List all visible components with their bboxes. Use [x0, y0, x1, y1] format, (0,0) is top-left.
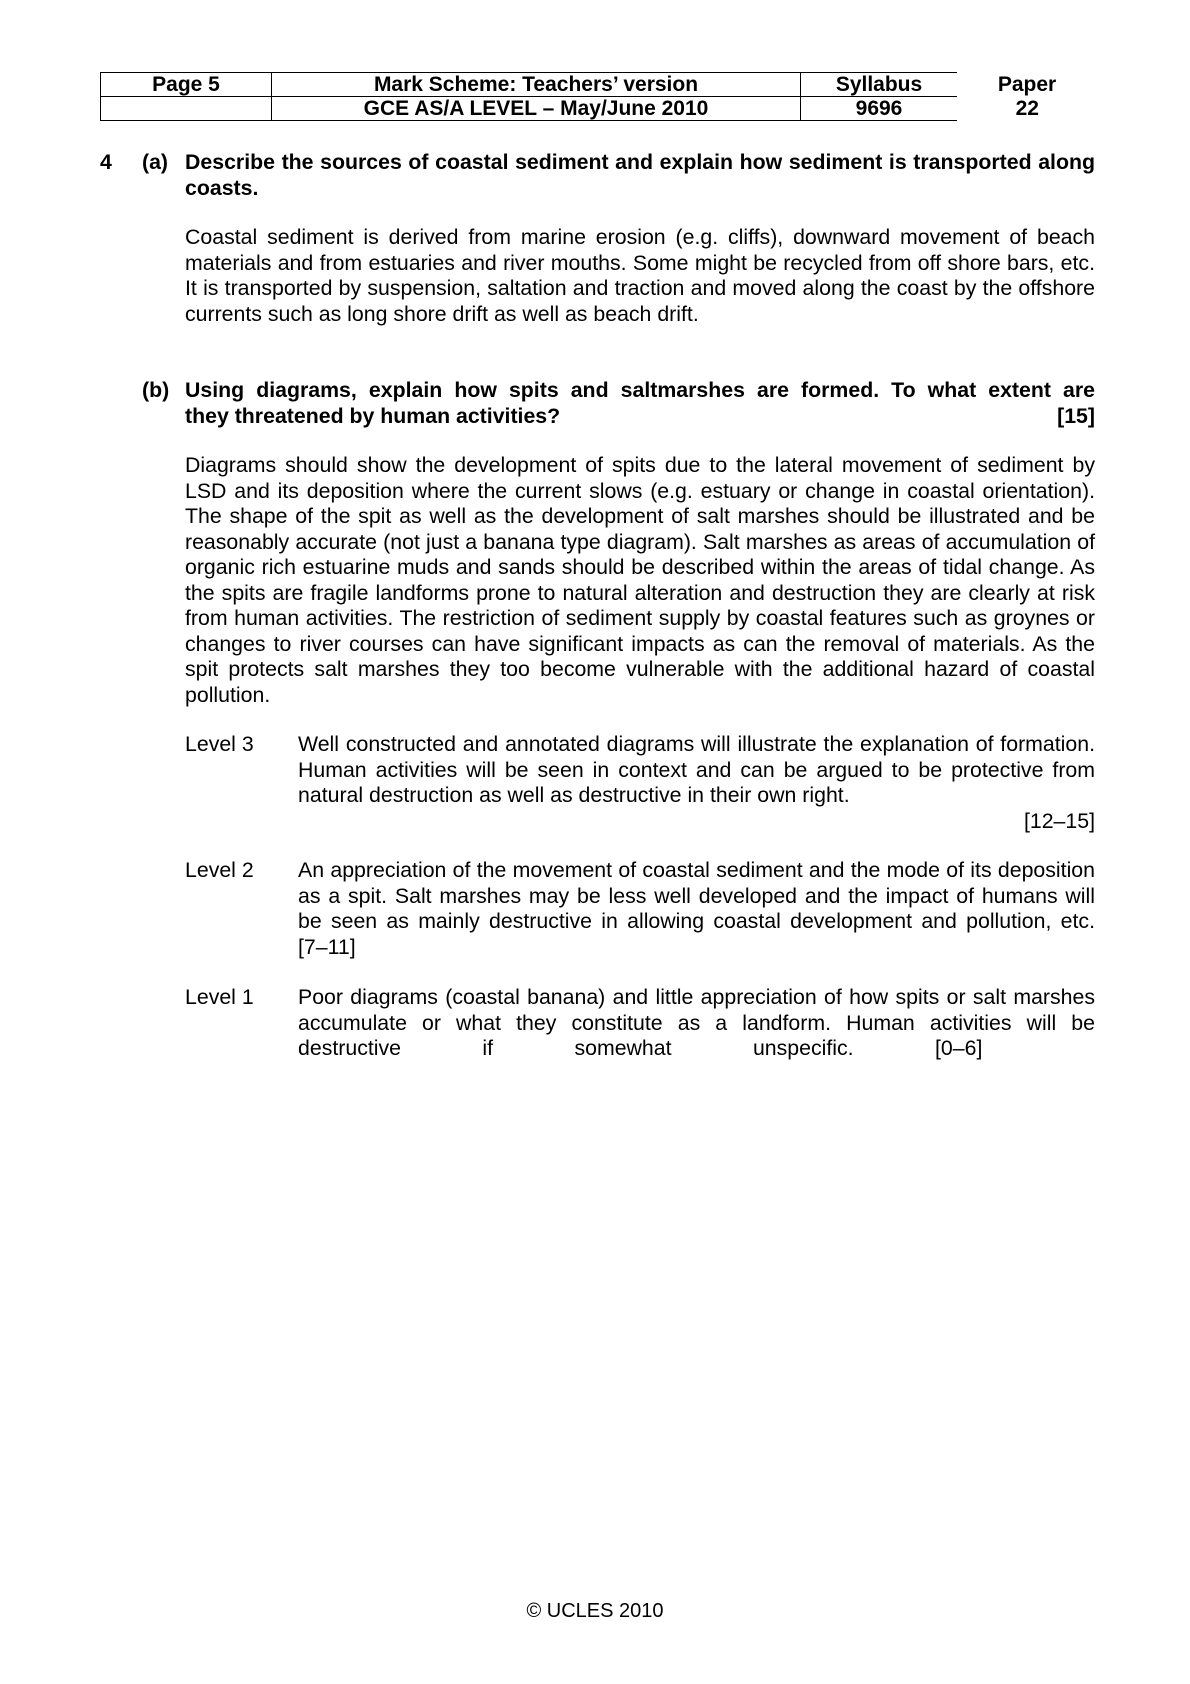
question-number: 4	[100, 150, 112, 174]
qualification-title: GCE AS/A LEVEL – May/June 2010	[272, 97, 801, 121]
header-table	[100, 72, 1098, 121]
mark-scheme-title: Mark Scheme: Teachers’ version	[272, 73, 801, 97]
part-b-prompt	[185, 378, 1095, 429]
paper-number: 22	[1015, 97, 1039, 120]
level-3-marks: [12–15]	[1023, 808, 1095, 833]
syllabus-code: 9696	[801, 97, 958, 121]
empty-cell	[101, 97, 272, 121]
paper-label: Paper	[997, 73, 1057, 96]
part-a-answer: Coastal sediment is derived from marine erosion (e.g. cliffs), downward movement of beach materials and from estuaries and river mouths. Some might be recycled from off shore bars, etc. It is transported by suspension, saltation and traction and moved along the coast by the offshore currents such as long shore drift as well as beach drift.	[185, 225, 1095, 326]
part-b-prompt-line2: they threatened by human activities?	[185, 403, 561, 428]
level-3-descriptor	[298, 732, 1095, 834]
level-1-text	[298, 985, 1095, 1062]
level-2-text-body: An appreciation of the movement of coastal sediment and the mode of its deposition as a spit. Salt marshes may be less well developed and the impact of humans will be seen as mainly destructive in allowing coastal development and pollution, etc.	[298, 858, 1095, 933]
level-1-descriptor	[298, 985, 1095, 1062]
page-number: Page 5	[101, 73, 272, 97]
part-b-label: (b)	[142, 378, 170, 402]
syllabus-label: Syllabus	[801, 73, 958, 97]
part-a-prompt: Describe the sources of coastal sediment and explain how sediment is transported along coasts.	[185, 150, 1095, 200]
level-1-text-body: Poor diagrams (coastal banana) and little appreciation of how spits or salt marshes accumulate or what they constitute as a landform. Human activities will be destructive if somewhat unspecific.	[298, 985, 1095, 1060]
part-a-label: (a)	[142, 150, 169, 174]
part-b-prompt-line1: Using diagrams, explain how spits and saltmarshes are formed. To what extent are	[185, 378, 1095, 402]
copyright-footer: © UCLES 2010	[526, 1600, 664, 1622]
level-2-label: Level 2	[185, 858, 254, 882]
level-2-marks: [7–11]	[298, 934, 356, 959]
level-3-label: Level 3	[185, 732, 254, 756]
level-1-label: Level 1	[185, 985, 254, 1009]
part-b-answer: Diagrams should show the development of spits due to the lateral movement of sediment by LSD and its deposition where the current slows (e.g. estuary or change in coastal orientation). The shape of the spit as well as the development of salt marshes should be illustrated and be reasonably accurate (not just a banana type diagram). Salt marshes as areas of accumulation of organic rich estuarine muds and sands should be described within the areas of tidal change. As the spits are fragile landforms prone to natural alteration and destruction they are clearly at risk from human activities. The restriction of sediment supply by coastal features such as groynes or changes to river courses can have significant impacts as can the removal of materials. As the spit protects salt marshes they too become vulnerable with the additional hazard of coastal pollution.	[185, 453, 1095, 707]
part-b-marks: [15]	[1057, 403, 1095, 428]
level-3-text: Well constructed and annotated diagrams will illustrate the explanation of formation. Human activities will be seen in context and can be argued to be protective from natural destruction as well as destructive in their own right.	[298, 732, 1095, 807]
level-2-text	[298, 858, 1095, 960]
level-1-marks: [0–6]	[935, 1036, 983, 1060]
level-2-descriptor	[298, 858, 1095, 960]
